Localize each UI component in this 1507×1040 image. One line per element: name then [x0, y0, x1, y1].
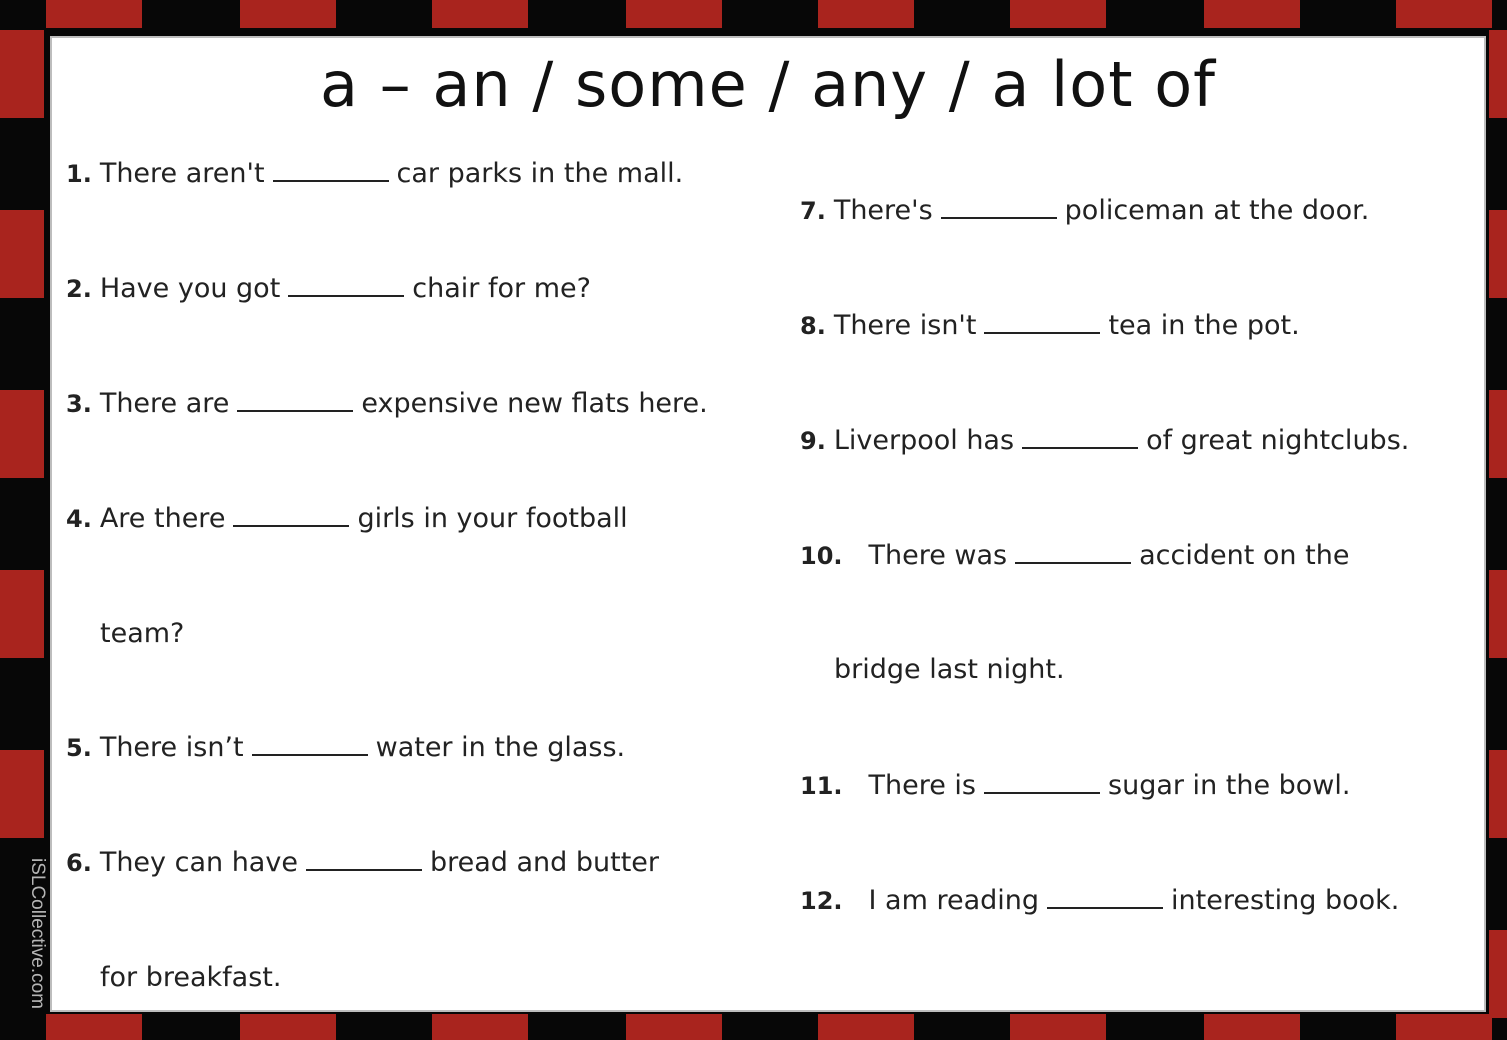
border-square	[818, 0, 914, 28]
item-text-after: sugar in the bowl.	[1108, 770, 1351, 801]
item-text-before: There isn’t	[99, 732, 244, 763]
item-number: 4.	[66, 505, 92, 533]
exercise-item-5	[66, 730, 625, 766]
border-square	[1204, 0, 1300, 28]
exercise-item-7	[800, 193, 1369, 229]
item-number: 10.	[800, 542, 843, 570]
border-square	[46, 0, 142, 28]
item-number: 8.	[800, 312, 826, 340]
item-text-after: chair for me?	[412, 273, 591, 304]
answer-blank[interactable]	[237, 388, 353, 412]
item-number: 2.	[66, 275, 92, 303]
border-square	[240, 0, 336, 28]
exercise-item-11	[800, 768, 1350, 804]
answer-blank[interactable]	[273, 158, 389, 182]
item-number: 3.	[66, 390, 92, 418]
border-square	[1489, 30, 1507, 118]
watermark-text: iSLCollective.com	[27, 858, 48, 1009]
item-text-before: There isn't	[833, 310, 977, 341]
item-number: 1.	[66, 160, 92, 188]
border-square	[432, 0, 528, 28]
border-square	[240, 1014, 336, 1040]
answer-blank[interactable]	[252, 732, 368, 756]
item-text-before: Liverpool has	[833, 425, 1015, 456]
item-continuation: bridge last night.	[834, 654, 1065, 685]
item-text-before: There's	[833, 195, 933, 226]
answer-blank[interactable]	[984, 310, 1100, 334]
item-number: 5.	[66, 734, 92, 762]
exercise-item-8	[800, 308, 1300, 344]
answer-blank[interactable]	[288, 273, 404, 297]
border-square	[0, 30, 44, 118]
border-square	[1010, 0, 1106, 28]
answer-blank[interactable]	[1022, 425, 1138, 449]
border-square	[0, 570, 44, 658]
item-text-after: policeman at the door.	[1064, 195, 1370, 226]
answer-blank[interactable]	[1015, 540, 1131, 564]
answer-blank[interactable]	[941, 195, 1057, 219]
border-square	[46, 1014, 142, 1040]
border-square	[626, 0, 722, 28]
exercise-item-2	[66, 271, 591, 307]
item-number: 9.	[800, 427, 826, 455]
item-text-before: There are	[99, 388, 230, 419]
item-text-after: interesting book.	[1171, 885, 1400, 916]
item-text-after: accident on the	[1139, 540, 1350, 571]
border-square	[1489, 930, 1507, 1018]
item-number: 11.	[800, 772, 843, 800]
border-square	[0, 750, 44, 838]
item-number: 6.	[66, 849, 92, 877]
border-square	[626, 1014, 722, 1040]
item-text-before: Have you got	[99, 273, 281, 304]
answer-blank[interactable]	[306, 847, 422, 871]
border-square	[0, 390, 44, 478]
exercise-item-1	[66, 156, 683, 192]
item-text-before: There was	[868, 540, 1008, 571]
answer-blank[interactable]	[1047, 885, 1163, 909]
item-text-before: There is	[868, 770, 977, 801]
border-square	[1489, 750, 1507, 838]
border-square	[1489, 390, 1507, 478]
worksheet	[50, 36, 1486, 1012]
item-text-after: expensive new flats here.	[361, 388, 708, 419]
border-square	[818, 1014, 914, 1040]
exercise-item-12	[800, 883, 1399, 919]
exercise-item-9	[800, 423, 1409, 459]
border-square	[1489, 210, 1507, 298]
border-square	[1010, 1014, 1106, 1040]
answer-blank[interactable]	[233, 503, 349, 527]
worksheet-title: a – an / some / any / a lot of	[319, 48, 1216, 121]
border-square	[432, 1014, 528, 1040]
border-square	[1396, 1014, 1492, 1040]
item-text-before: I am reading	[868, 885, 1040, 916]
border-square	[1489, 570, 1507, 658]
watermark	[24, 858, 52, 1040]
item-number: 12.	[800, 887, 843, 915]
item-text-before: There aren't	[99, 158, 265, 189]
item-text-after: bread and butter	[429, 847, 659, 878]
answer-blank[interactable]	[984, 770, 1100, 794]
border-square	[1204, 1014, 1300, 1040]
item-continuation: for breakfast.	[100, 962, 282, 993]
item-continuation: team?	[100, 618, 185, 649]
item-number: 7.	[800, 197, 826, 225]
border-square	[0, 210, 44, 298]
item-text-before: They can have	[99, 847, 298, 878]
item-text-before: Are there	[99, 503, 226, 534]
item-text-after: girls in your football	[357, 503, 628, 534]
exercise-item-10	[800, 538, 1349, 574]
item-text-after: water in the glass.	[375, 732, 626, 763]
exercise-item-6	[66, 845, 659, 881]
exercise-item-4	[66, 501, 628, 537]
item-text-after: of great nightclubs.	[1146, 425, 1410, 456]
border-square	[1396, 0, 1492, 28]
item-text-after: car parks in the mall.	[396, 158, 684, 189]
item-text-after: tea in the pot.	[1108, 310, 1300, 341]
exercise-item-3	[66, 386, 708, 422]
